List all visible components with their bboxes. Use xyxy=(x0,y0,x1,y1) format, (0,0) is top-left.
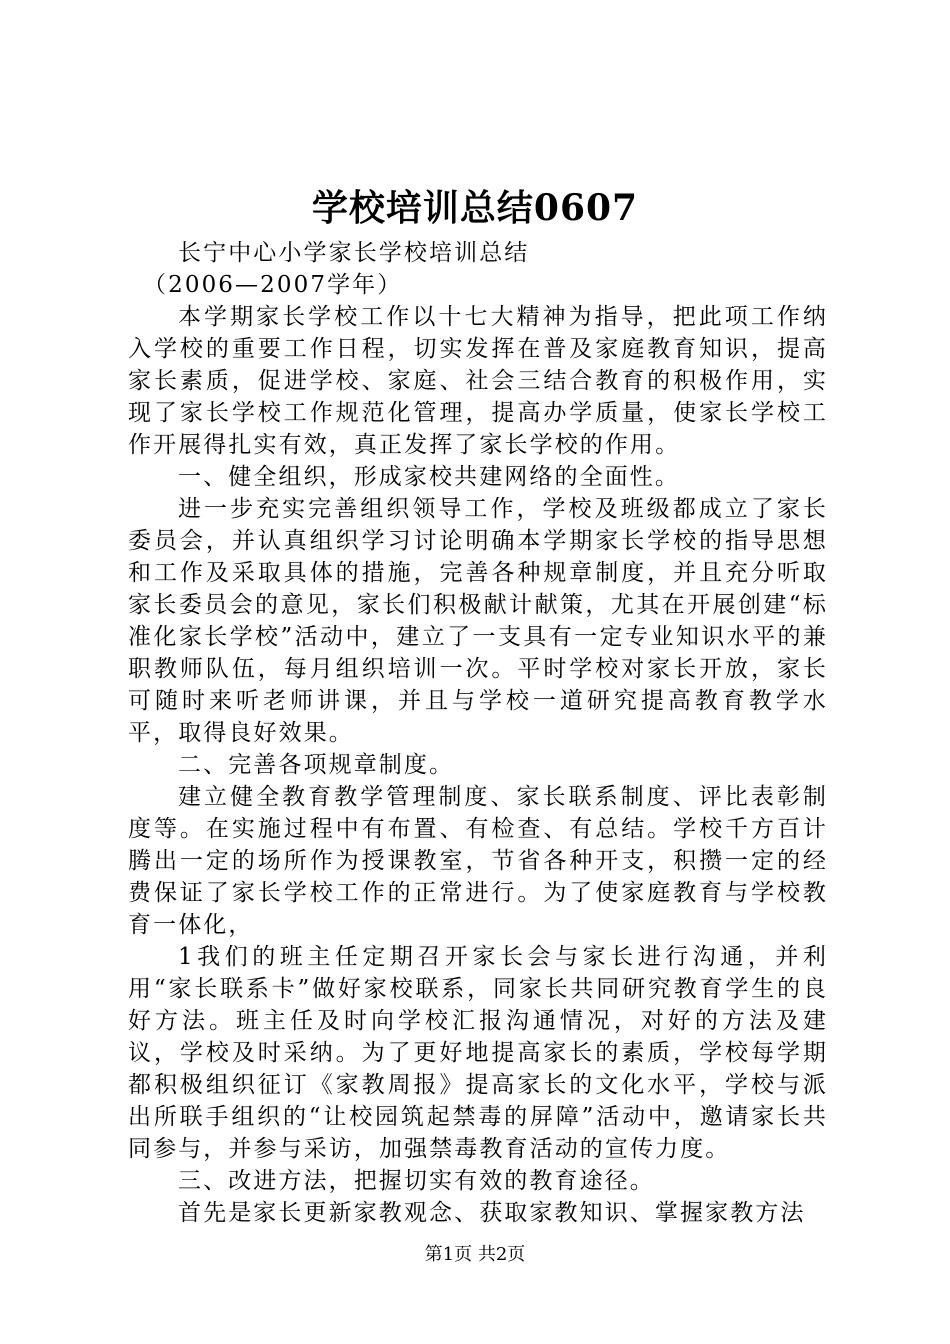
section-heading-1: 一、健全组织，形成家校共建网络的全面性。 xyxy=(178,464,680,490)
paragraph-section-3: 首先是家长更新家教观念、获取家教知识、掌握家教方法 xyxy=(178,1200,806,1226)
page-footer: 第1页 共2页 xyxy=(424,1244,526,1265)
paragraph-intro: 本学期家长学校工作以十七大精神为指导，把此项工作纳入学校的重要工作日程，切实发挥在普及家庭教育知识，提高家长素质，促进学校、家庭、社会三结合教育的积极作用，实现了家长学校工作规范化管理，提高办学质量，使家长学校工作开展得扎实有效，真正发挥了家长学校的作用。 xyxy=(128,304,828,458)
paragraph-section-2: 建立健全教育教学管理制度、家长联系制度、评比表彰制度等。在实施过程中有布置、有检查、有总结。学校千方百计腾出一定的场所作为授课教室，节省各种开支，积攒一定的经费保证了家长学校工作的正常进行。为了使家庭教育与学校教育一体化， xyxy=(128,784,828,938)
paragraph-subtitle: 长宁中心小学家长学校培训总结 xyxy=(178,240,530,266)
section-heading-3: 三、改进方法，把握切实有效的教育途径。 xyxy=(178,1168,655,1194)
document-title: 学校培训总结0607 xyxy=(311,187,639,229)
document-body xyxy=(128,237,828,1229)
paragraph-section-2-item-1: 1我们的班主任定期召开家长会与家长进行沟通，并利用“家长联系卡”做好家校联系，同家长共同研究教育学生的良好方法。班主任及时向学校汇报沟通情况，对好的方法及建议，学校及时采纳。为了更好地提高家长的素质，学校每学期都积极组织征订《家教周报》提高家长的文化水平，学校与派出所联手组织的“让校园筑起禁毒的屏障”活动中，邀请家长共同参与，并参与采访，加强禁毒教育活动的宣传力度。 xyxy=(128,944,828,1162)
paragraph-section-1: 进一步充实完善组织领导工作，学校及班级都成立了家长委员会，并认真组织学习讨论明确本学期家长学校的指导思想和工作及采取具体的措施，完善各种规章制度，并且充分听取家长委员会的意见，家长们积极献计献策，尤其在开展创建“标准化家长学校”活动中，建立了一支具有一定专业知识水平的兼职教师队伍，每月组织培训一次。平时学校对家长开放，家长可随时来听老师讲课，并且与学校一道研究提高教育教学水平，取得良好效果。 xyxy=(128,496,828,746)
paragraph-school-year: （2006—2007学年） xyxy=(143,272,403,298)
section-heading-2: 二、完善各项规章制度。 xyxy=(178,752,455,778)
